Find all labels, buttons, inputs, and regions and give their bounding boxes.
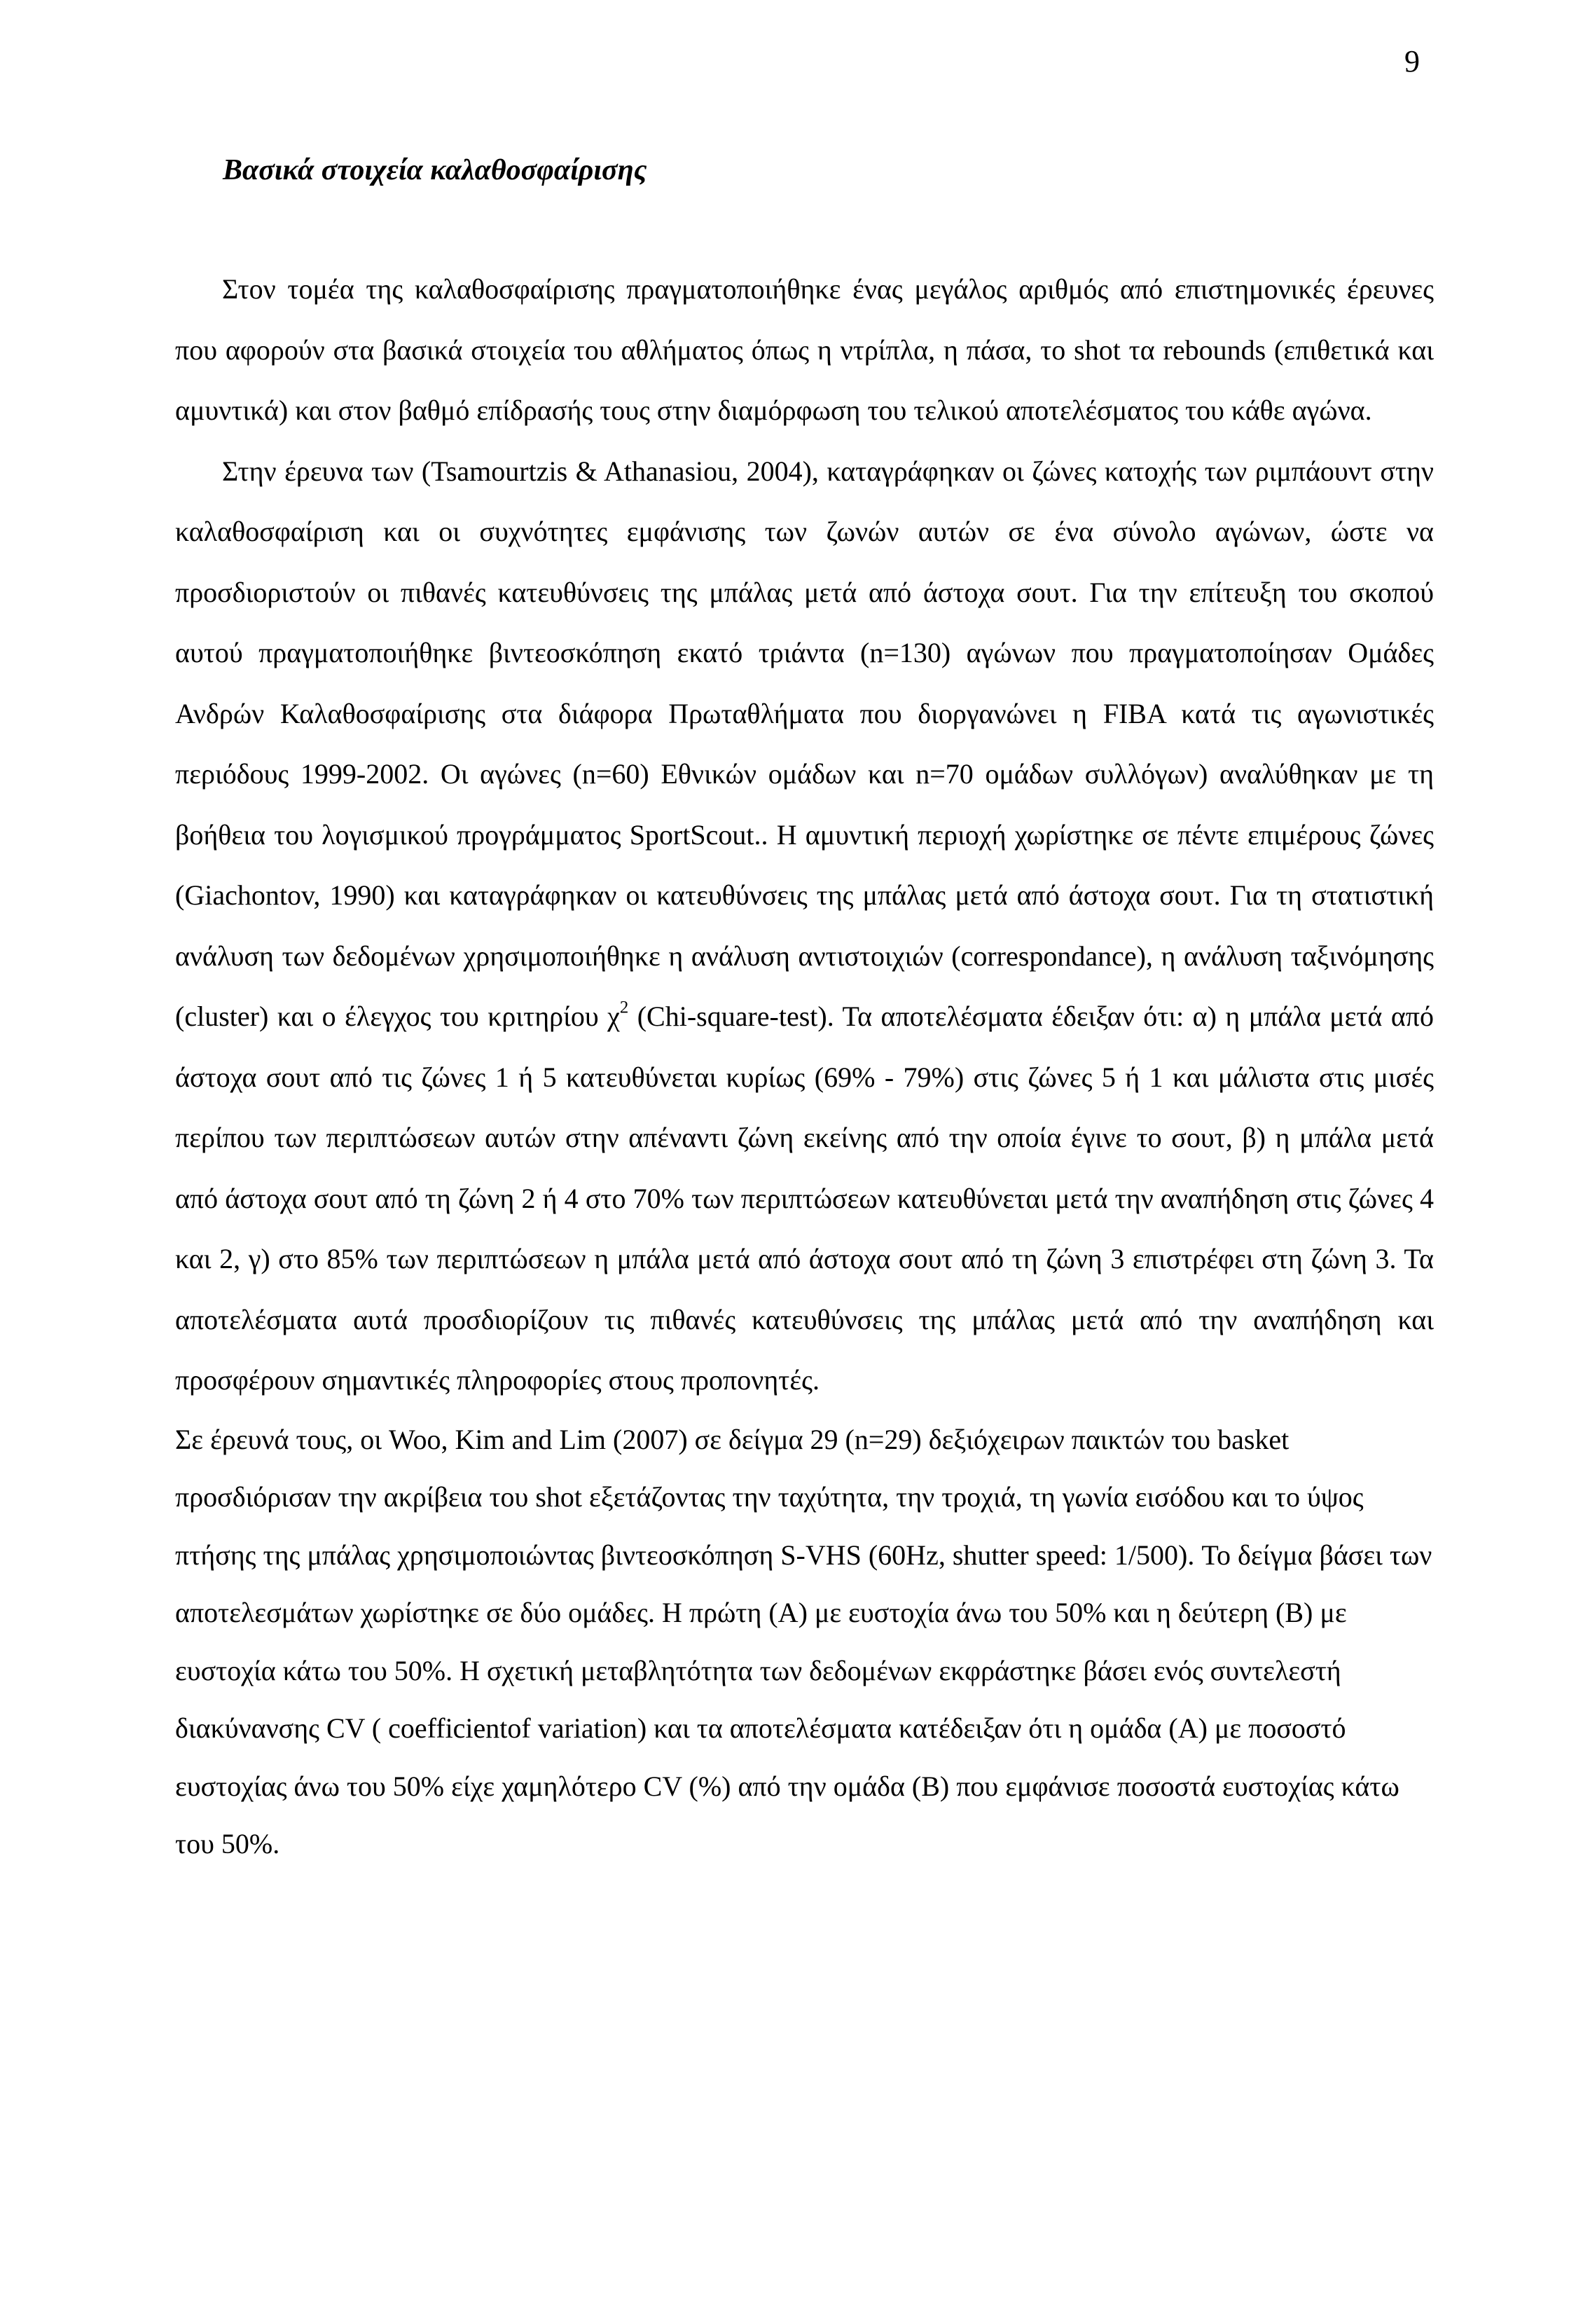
paragraph-tsamourtzis-text-continued: (Chi-square-test). Τα αποτελέσματα έδειξαν ότι: α) η μπάλα μετά από άστοχα σουτ από τις ζώνες 1 ή 5 κατευθύνεται κυρίως (69% - 79%) στις ζώνες 5 ή 1 και μάλιστα στις μισές περίπου των περιπτώσεων αυτών στην απέναντι ζώνη εκείνης από την οποία έγινε το σουτ, β) η μπάλα μετά από άστοχα σουτ από τη ζώνη 2 ή 4 στο 70% των περιπτώσεων κατευθύνεται μετά την αναπήδηση στις ζώνες 4 και 2, γ) στο 85% των περιπτώσεων η μπάλα μετά από άστοχα σουτ από τη ζώνη 3 επιστρέφει στη ζώνη 3. Τα αποτελέσματα αυτά προσδιορίζουν τις πιθανές κατευθύνσεις της μπάλας μετά από την αναπήδηση και προσφέρουν σημαντικές πληροφορίες στους προπονητές. xyxy=(175,1001,1434,1396)
chi-square-superscript: 2 xyxy=(619,998,629,1017)
section-heading: Βασικά στοιχεία καλαθοσφαίρισης xyxy=(223,154,647,186)
paragraph-intro: Στον τομέα της καλαθοσφαίρισης πραγματοποιήθηκε ένας μεγάλος αριθμός από επιστημονικές έρευνες που αφορούν στα βασικά στοιχεία του αθλήματος όπως η ντρίπλα, η πάσα, το shot τα rebounds (επιθετικά και αμυντικά) και στον βαθμό επίδρασής τους στην διαμόρφωση του τελικού αποτελέσματος του κάθε αγώνα. xyxy=(175,273,1434,426)
paragraph-tsamourtzis-text: Στην έρευνα των (Tsamourtzis & Athanasiou, 2004), καταγράφηκαν οι ζώνες κατοχής των ριμπάουντ στην καλαθοσφαίριση και οι συχνότητες εμφάνισης των ζωνών αυτών σε ένα σύνολο αγώνων, ώστε να προσδιοριστούν οι πιθανές κατευθύνσεις της μπάλας μετά από άστοχα σουτ. Για την επίτευξη του σκοπού αυτού πραγματοποιήθηκε βιντεοσκόπηση εκατό τριάντα (n=130) αγώνων που πραγματοποίησαν Ομάδες Ανδρών Καλαθοσφαίρισης στα διάφορα Πρωταθλήματα που διοργανώνει η FIBA κατά τις αγωνιστικές περιόδους 1999-2002. Οι αγώνες (n=60) Εθνικών ομάδων και n=70 ομάδων συλλόγων) αναλύθηκαν με τη βοήθεια του λογισμικού προγράμματος SportScout.. Η αμυντική περιοχή χωρίστηκε σε πέντε επιμέρους ζώνες (Giachontov, 1990) και καταγράφηκαν οι κατευθύνσεις της μπάλας μετά από άστοχα σουτ. Για τη στατιστική ανάλυση των δεδομένων χρησιμοποιήθηκε η ανάλυση αντιστοιχιών (correspondance), η ανάλυση ταξινόμησης (cluster) και ο έλεγχος του κριτηρίου χ xyxy=(175,455,1434,1032)
page-number: 9 xyxy=(1404,44,1420,78)
body-text xyxy=(175,259,1434,1873)
paragraph-tsamourtzis xyxy=(175,441,1434,1411)
paragraph-woo-kim-lim: Σε έρευνά τους, οι Woo, Kim and Lim (2007) σε δείγμα 29 (n=29) δεξιόχειρων παικτών του basket προσδιόρισαν την ακρίβεια του shot εξετάζοντας την ταχύτητα, την τροχιά, τη γωνία εισόδου και το ύψος πτήσης της μπάλας χρησιμοποιώντας βιντεοσκόπηση S-VHS (60Hz, shutter speed: 1/500). Το δείγμα βάσει των αποτελεσμάτων χωρίστηκε σε δύο ομάδες. Η πρώτη (Α) με ευστοχία άνω του 50% και η δεύτερη (Β) με ευστοχία κάτω του 50%. Η σχετική μεταβλητότητα των δεδομένων εκφράστηκε βάσει ενός συντελεστή διακύνανσης CV ( coefficientof variation) και τα αποτελέσματα κατέδειξαν ότι η ομάδα (Α) με ποσοστό ευστοχίας άνω του 50% είχε χαμηλότερο CV (%) από την ομάδα (Β) που εμφάνισε ποσοστά ευστοχίας κάτω του 50%. xyxy=(175,1423,1432,1859)
